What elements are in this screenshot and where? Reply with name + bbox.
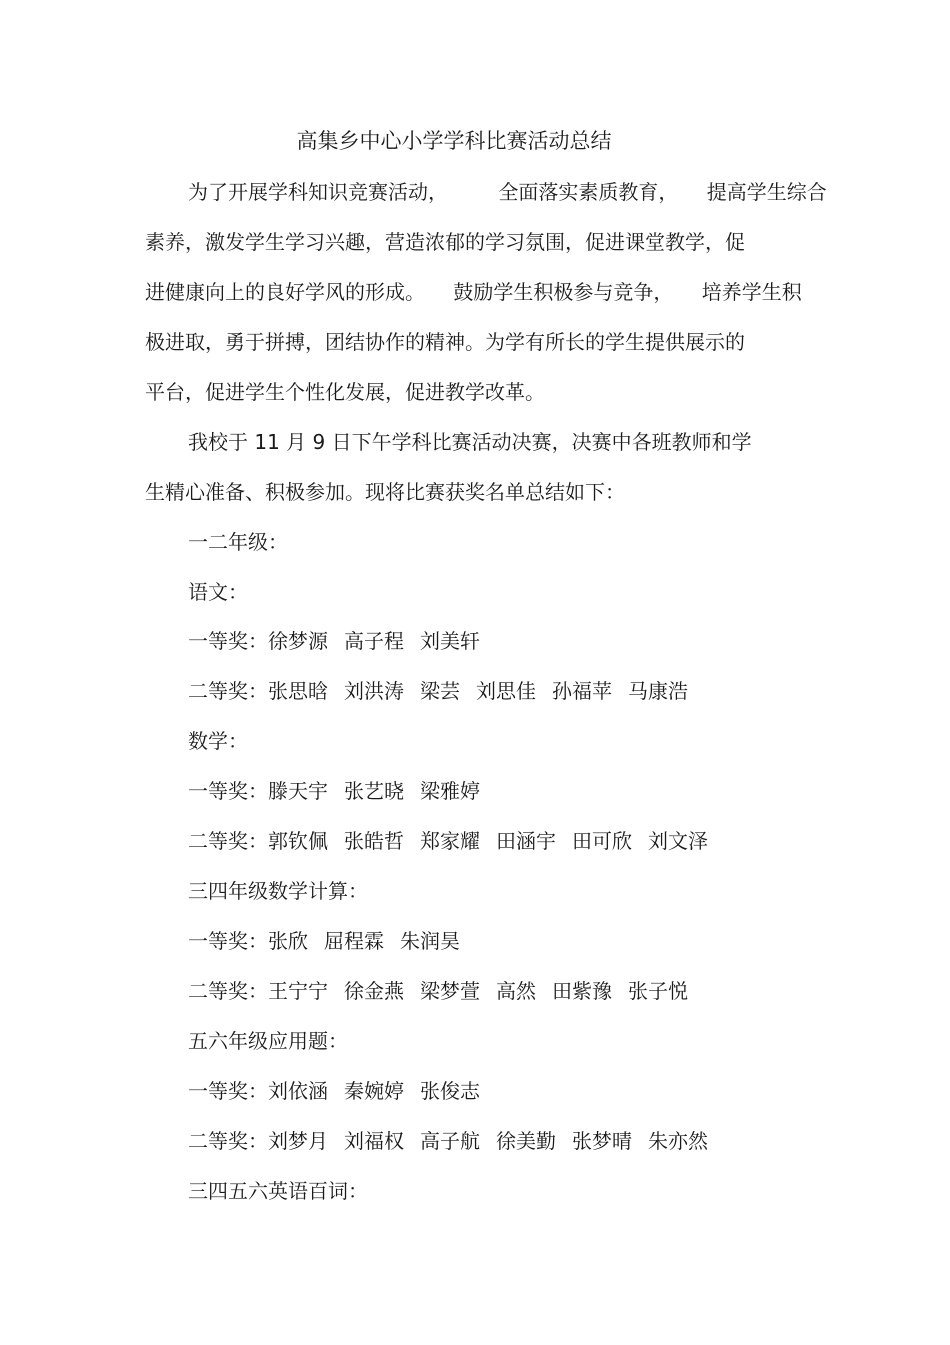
intro-line-5: 平台，促进学生个性化发展，促进教学改革。 [145,380,545,404]
heading-chinese: 语文： [188,580,248,604]
math-first-prize: 一等奖：滕天宇 张艺晓 梁雅婷 [188,779,480,803]
para2-line-1: 我校于 11 月 9 日下午学科比赛活动决赛，决赛中各班教师和学 [188,430,752,454]
heading-grade-56: 五六年级应用题： [188,1029,348,1053]
heading-english: 三四五六英语百词： [188,1179,368,1203]
intro-line-4: 极进取，勇于拼搏，团结协作的精神。为学有所长的学生提供展示的 [145,330,745,354]
intro-line-3: 进健康向上的良好学风的形成。 鼓励学生积极参与竞争， 培养学生积 [145,280,802,304]
math-second-prize: 二等奖：郭钦佩 张皓哲 郑家耀 田涵宇 田可欣 刘文泽 [188,829,708,853]
grade34-second-prize: 二等奖：王宁宁 徐金燕 梁梦萱 高然 田紫豫 张子悦 [188,979,688,1003]
grade56-second-prize: 二等奖：刘梦月 刘福权 高子航 徐美勤 张梦晴 朱亦然 [188,1129,708,1153]
heading-math: 数学： [188,729,248,753]
document-title: 高集乡中心小学学科比赛活动总结 [296,129,612,153]
para2-line-2: 生精心准备、积极参加。现将比赛获奖名单总结如下： [145,480,625,504]
chinese-first-prize: 一等奖：徐梦源 高子程 刘美轩 [188,629,480,653]
heading-grade-12: 一二年级： [188,530,288,554]
intro-line-1: 为了开展学科知识竞赛活动， 全面落实素质教育， 提高学生综合 [188,180,827,204]
grade34-first-prize: 一等奖：张欣 屈程霖 朱润昊 [188,929,460,953]
heading-grade-34: 三四年级数学计算： [188,879,368,903]
grade56-first-prize: 一等奖：刘依涵 秦婉婷 张俊志 [188,1079,480,1103]
intro-line-2: 素养，激发学生学习兴趣，营造浓郁的学习氛围，促进课堂教学，促 [145,230,745,254]
chinese-second-prize: 二等奖：张思晗 刘洪涛 梁芸 刘思佳 孙福苹 马康浩 [188,679,688,703]
